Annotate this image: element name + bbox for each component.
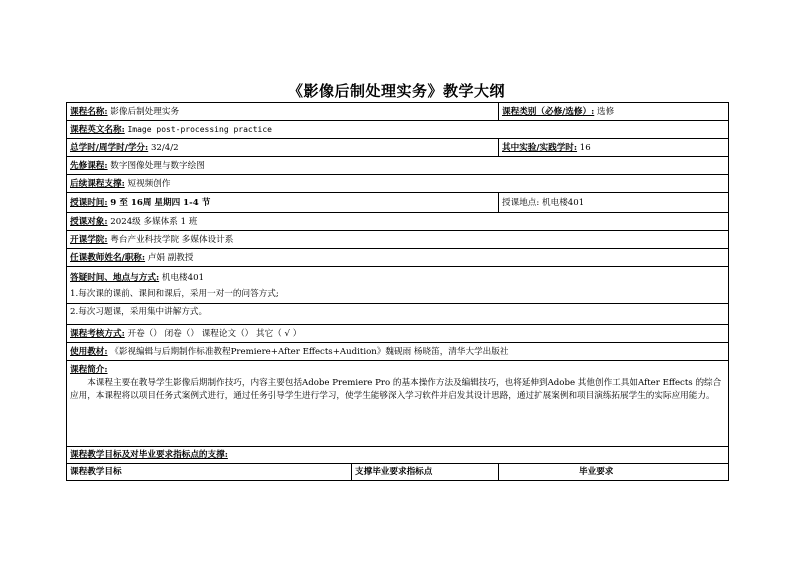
course-name-label: 课程名称: (70, 106, 108, 117)
hours-label: 总学时/周学时/学分: (70, 142, 149, 153)
course-name-value: 影像后制处理实务 (110, 106, 180, 117)
intro-label: 课程简介: (70, 365, 108, 375)
row-followup (67, 175, 729, 193)
objectives-title: 课程教学目标及对毕业要求指标点的支撑: (70, 450, 228, 460)
course-en-label: 课程英文名称: (70, 124, 125, 135)
col-header-requirement: 毕业要求 (579, 467, 614, 477)
row-course-name (67, 103, 729, 121)
row-time (67, 193, 729, 213)
textbook-label: 使用教材: (70, 346, 108, 357)
prereq-label: 先修课程: (70, 160, 108, 171)
course-type-value: 选修 (596, 106, 615, 117)
hours-value: 32/4/2 (150, 142, 179, 153)
qa-value: 机电楼401 (161, 273, 205, 283)
row-hours (67, 139, 729, 157)
textbook-value: 《影视编辑与后期制作标准教程Premiere+After Effects+Audition》魏砚雨 杨晓笛，清华大学出版社 (110, 346, 509, 357)
row-teacher (67, 249, 729, 267)
row-course-en (67, 121, 729, 139)
qa-line-2: 2.每次习题课，采用集中讲解方式。 (67, 303, 728, 318)
assessment-value: 开卷（） 闭卷（） 课程论文（） 其它（ √ ） (127, 328, 302, 339)
col-header-objective: 课程教学目标 (70, 467, 122, 477)
assessment-label: 课程考核方式: (70, 328, 125, 339)
college-value: 粤台产业科技学院 多媒体设计系 (110, 234, 234, 245)
time-value: 9 至 16周 星期四 1-4 节 (110, 197, 211, 208)
row-prereq (67, 157, 729, 175)
syllabus-table (66, 102, 729, 481)
teacher-label: 任课教师姓名/职称: (70, 252, 146, 263)
followup-label: 后续课程支撑: (70, 178, 125, 189)
place-value: 机电楼401 (542, 197, 585, 208)
target-value: 2024级 多媒体系 1 班 (110, 216, 198, 227)
qa-label: 答疑时间、地点与方式: (70, 273, 160, 283)
intro-text: 本课程主要在教导学生影像后期制作技巧，内容主要包括Adobe Premiere Pro 的基本操作方法及编辑技巧，也将延伸到Adobe 其他创作工具如After Effects 的综合应用，本课程将以项目任务式案例式进行，通过任务引导学生进行学习，使学生能够深入学习软件并启发其设计思路，通过扩展案例和项目演练拓展学生的实际应用能力。 (70, 378, 722, 401)
row-textbook (67, 343, 729, 361)
practice-value: 16 (579, 142, 591, 153)
row-col-headers (67, 464, 729, 481)
row-target (67, 213, 729, 231)
course-type-label: 课程类别（必修/选修）: (502, 106, 595, 117)
col-header-indicator: 支撑毕业要求指标点 (355, 467, 433, 477)
target-label: 授课对象: (70, 216, 108, 227)
row-qa (67, 267, 729, 325)
practice-label: 其中实验/实践学时: (502, 142, 578, 153)
row-assessment (67, 325, 729, 343)
place-label: 授课地点: (502, 197, 540, 208)
document-title: 《影像后制处理实务》教学大纲 (287, 82, 505, 100)
teacher-value: 卢娟 副教授 (147, 252, 194, 263)
college-label: 开课学院: (70, 234, 108, 245)
qa-line-1: 1.每次课的课前、课间和课后，采用一对一的问答方式; (70, 289, 279, 299)
time-label: 授课时间: (70, 197, 108, 208)
followup-value: 短视频创作 (127, 178, 171, 189)
row-intro (67, 361, 729, 447)
course-en-value: Image post-processing practice (127, 124, 272, 134)
row-objectives-title (67, 447, 729, 464)
row-college (67, 231, 729, 249)
prereq-value: 数字图像处理与数字绘图 (110, 160, 205, 171)
